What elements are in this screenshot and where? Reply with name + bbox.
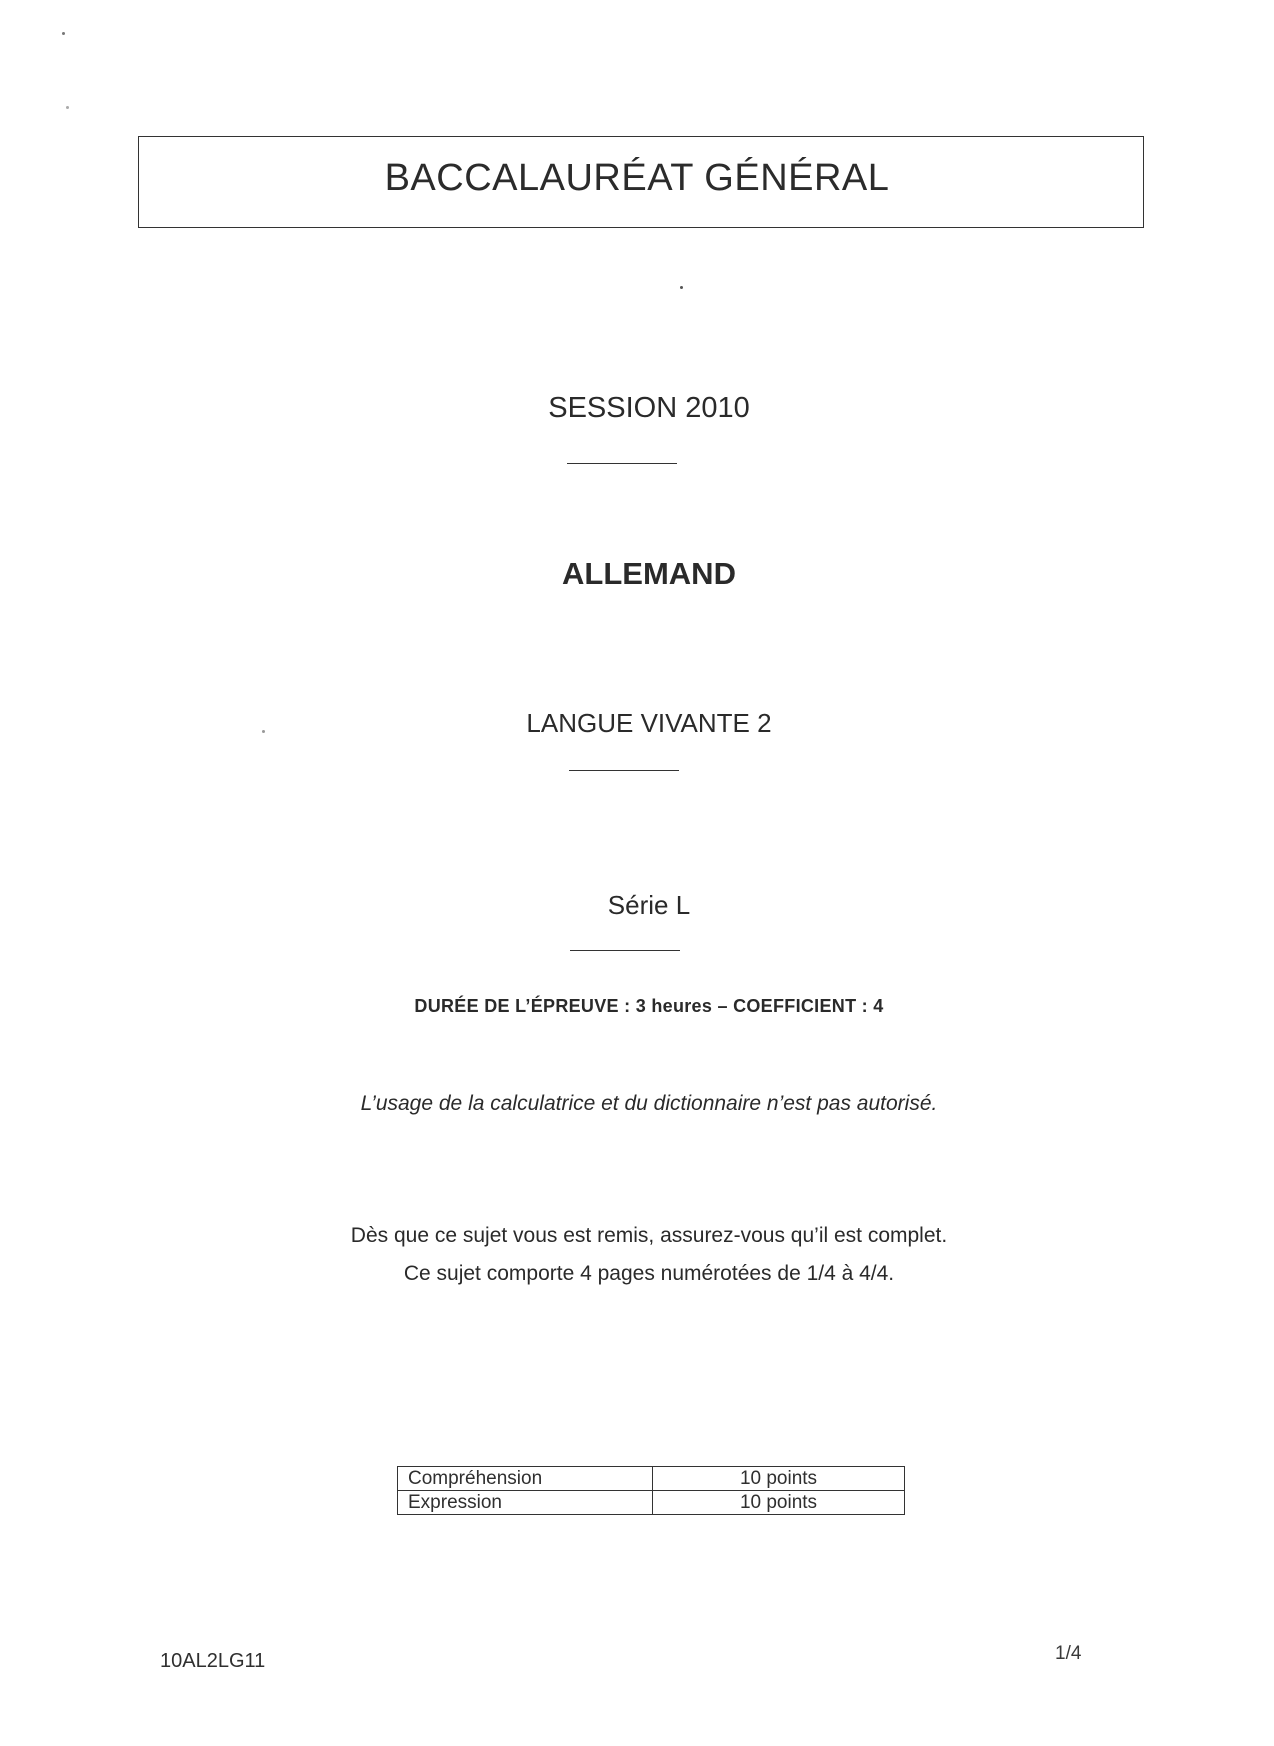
series-label: Série L [607,890,691,920]
divider [570,950,680,951]
document-title: BACCALAURÉAT GÉNÉRAL [384,157,890,199]
scoring-category: Compréhension [398,1467,653,1491]
instruction-line: Dès que ce sujet vous est remis, assurez-vous qu’il est complet. [350,1224,948,1247]
session-label: SESSION 2010 [548,392,750,424]
table-row [398,1491,905,1515]
scan-speck [62,32,65,35]
usage-note: L’usage de la calculatrice et du dictionnaire n’est pas autorisé. [360,1092,938,1115]
scoring-points: 10 points [653,1491,905,1515]
scan-speck [66,106,69,109]
subject-title: ALLEMAND [562,556,736,591]
divider [567,463,677,464]
scoring-table [397,1466,905,1515]
scan-speck [680,286,683,289]
table-row [398,1467,905,1491]
divider [569,770,679,771]
language-level: LANGUE VIVANTE 2 [526,708,772,738]
scoring-category: Expression [398,1491,653,1515]
scan-speck [262,730,265,733]
page-number: 1/4 [1055,1643,1082,1664]
scoring-points: 10 points [653,1467,905,1491]
instruction-line: Ce sujet comporte 4 pages numérotées de 1/4 à 4/4. [403,1262,895,1285]
duration-coefficient: DURÉE DE L’ÉPREUVE : 3 heures – COEFFICIENT : 4 [414,996,884,1016]
document-code: 10AL2LG11 [160,1650,266,1672]
